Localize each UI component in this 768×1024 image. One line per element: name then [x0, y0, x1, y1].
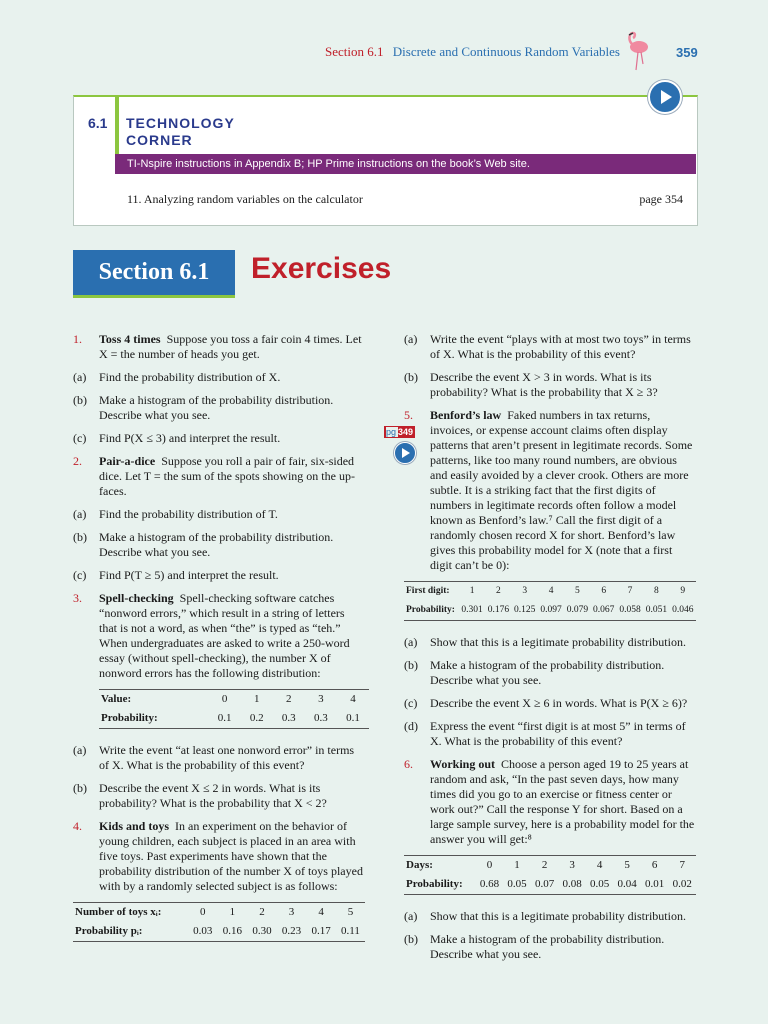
technology-corner-box: [73, 95, 698, 226]
table-cell: 0.08: [562, 878, 582, 890]
exercise-6: [404, 757, 696, 847]
table-cell: 3: [318, 693, 324, 705]
exercise-2b: [73, 530, 365, 560]
exercise-4a: [404, 332, 696, 362]
exercise-text: Faked numbers in tax returns, invoices, or expense account claims often display patterns that aren’t present in legitimate records. Some patterns, like too many round numbers, are obvious and easily avoided by a clever crook. Others are more subtle. It is a striking fact that the first digits of numbers in legitimate records often follow a model known as Benford’s law.⁷ Call the first digit of a randomly chosen record X for short. Benford’s law gives this probability model for X (note that a first digit can’t be 0):: [430, 408, 693, 572]
table-row: [99, 690, 369, 710]
part-text: Describe the event X ≥ 6 in words. What is P(X ≥ 6)?: [430, 696, 688, 710]
table-cell: 0.16: [222, 925, 242, 937]
table-row: [404, 601, 696, 621]
table-cell: 8: [654, 586, 659, 596]
distribution-table-5: [404, 581, 696, 621]
table-cell: 3: [288, 906, 295, 918]
table-row: [404, 582, 696, 602]
table-cell: 0: [486, 859, 493, 871]
exercise-title: Pair-a-dice: [99, 454, 156, 468]
tc-accent-bar: [115, 97, 119, 157]
exercise-3: [73, 591, 365, 681]
exercise-number: 5.: [404, 408, 413, 422]
table-cell: 0.301: [461, 605, 483, 615]
tc-instructions-strip: TI-Nspire instructions in Appendix B; HP Prime instructions on the book’s Web site.: [115, 154, 696, 174]
table-cell: 0.051: [645, 605, 668, 615]
exercise-number: 3.: [73, 591, 82, 605]
part-text: Make a histogram of the probability distribution. Describe what you see.: [430, 932, 665, 961]
exercises-title: Exercises: [251, 252, 392, 285]
part-label: (d): [404, 719, 418, 733]
exercise-title: Kids and toys: [99, 819, 170, 833]
table-cell: 0.3: [313, 712, 328, 724]
table-cell: 2: [259, 906, 265, 918]
table-row: [73, 922, 365, 942]
page-number: 359: [676, 45, 698, 60]
table-cell: 5: [575, 586, 580, 596]
exercise-1: [73, 332, 365, 362]
part-text: Make a histogram of the probability distribution. Describe what you see.: [430, 658, 665, 687]
exercise-text: Suppose you roll a pair of fair, six-sided dice. Let T = the sum of the spots showing on the up-faces.: [99, 454, 355, 498]
tc-number: 6.1: [88, 115, 108, 131]
table-cell: 0.1: [217, 712, 232, 724]
exercise-4: [73, 819, 365, 894]
table-cell: 0.05: [507, 878, 527, 890]
distribution-table-4: [73, 902, 365, 942]
table-cell: 2: [496, 586, 501, 596]
table-row: [73, 903, 365, 923]
table-cell: 3: [569, 859, 575, 871]
exercise-2a: [73, 507, 365, 522]
table-cell: 6: [651, 859, 658, 871]
table-cell: 0.2: [249, 712, 264, 724]
part-text: Show that this is a legitimate probability distribution.: [430, 635, 686, 649]
exercise-6a: [404, 909, 696, 924]
table-cell: 0.11: [341, 925, 360, 937]
row-header: Probability:: [406, 878, 463, 890]
table-cell: 0.067: [593, 605, 615, 615]
part-text: Show that this is a legitimate probability distribution.: [430, 909, 686, 923]
exercise-4b: [404, 370, 696, 400]
exercise-title: Spell-checking: [99, 591, 174, 605]
exercise-number: 4.: [73, 819, 82, 833]
table-cell: 4: [318, 906, 324, 918]
exercise-number: 2.: [73, 454, 82, 468]
table-cell: 0.176: [487, 605, 510, 615]
part-text: Make a histogram of the probability distribution. Describe what you see.: [99, 393, 334, 422]
part-text: Find P(X ≤ 3) and interpret the result.: [99, 431, 281, 445]
exercise-2c: [73, 568, 365, 583]
table-cell: 0.3: [281, 712, 296, 724]
exercise-title: Benford’s law: [430, 408, 502, 422]
part-label: (a): [404, 332, 418, 346]
table-cell: 0.1: [346, 712, 360, 724]
row-header: Value:: [101, 693, 132, 705]
part-text: Find the probability distribution of T.: [99, 507, 278, 521]
part-label: (a): [404, 635, 418, 649]
exercise-number: 1.: [73, 332, 82, 346]
tc-title-line1: TECHNOLOGY: [126, 115, 235, 131]
table-cell: 0.125: [514, 605, 536, 615]
table-cell: 0.058: [619, 605, 641, 615]
part-text: Write the event “at least one nonword error” in terms of X. What is the probability of this event?: [99, 743, 355, 772]
table-cell: 0.05: [589, 878, 610, 890]
exercises-section-label: Section 6.1: [73, 250, 235, 298]
page-reference-prefix: pg: [386, 427, 397, 437]
part-text: Find P(T ≥ 5) and interpret the result.: [99, 568, 279, 582]
table-cell: 7: [627, 586, 633, 596]
table-cell: 0.23: [281, 925, 302, 937]
table-cell: 9: [680, 586, 686, 596]
exercise-text: Choose a person aged 19 to 25 years at random and ask, “In the past seven days, how many times did you go to an exercise or fitness center or work out?” Call the response Y for short. Based on a large sample survey, here is a probability model for the answer you will get:⁸: [430, 757, 695, 846]
table-row: [404, 856, 696, 876]
play-icon[interactable]: [394, 442, 416, 464]
distribution-table-3: [99, 689, 369, 729]
table-cell: 4: [596, 859, 603, 871]
table-cell: 1: [514, 859, 520, 871]
header-section: Section 6.1: [325, 44, 384, 59]
play-icon[interactable]: [648, 80, 682, 114]
table-cell: 1: [229, 906, 236, 918]
part-label: (b): [73, 530, 87, 544]
tc-title: [126, 115, 235, 149]
table-cell: 0.04: [617, 878, 637, 890]
table-cell: 4: [350, 693, 356, 705]
tc-title-line2: CORNER: [126, 132, 193, 148]
exercise-5a: [404, 635, 696, 650]
part-text: Write the event “plays with at most two toys” in terms of X. What is the probability of this event?: [430, 332, 691, 361]
exercise-5c: [404, 696, 696, 711]
exercise-1b: [73, 393, 365, 423]
row-header: First digit:: [406, 586, 450, 596]
part-label: (c): [404, 696, 418, 710]
exercise-number: 6.: [404, 757, 413, 771]
part-label: (a): [73, 743, 87, 757]
table-cell: 0.046: [672, 605, 694, 615]
table-cell: 0.17: [311, 925, 331, 937]
table-cell: 0.079: [566, 605, 589, 615]
row-header: Probability:: [101, 712, 158, 724]
table-row: [99, 709, 369, 729]
table-cell: 0.07: [534, 878, 555, 890]
table-cell: 1: [253, 693, 260, 705]
tc-item-page: page 354: [639, 192, 683, 206]
part-label: (a): [404, 909, 418, 923]
exercise-5b: [404, 658, 696, 688]
left-column: [73, 332, 365, 956]
table-cell: 2: [541, 859, 548, 871]
exercise-6b: [404, 932, 696, 962]
exercise-2: [73, 454, 365, 499]
exercise-1a: [73, 370, 365, 385]
exercise-title: Toss 4 times: [99, 332, 161, 346]
part-label: (b): [404, 370, 418, 384]
part-text: Express the event “first digit is at most 5” in terms of X. What is the probability of this event?: [430, 719, 686, 748]
table-cell: 3: [522, 586, 528, 596]
row-header: Probability:: [406, 605, 455, 615]
part-text: Describe the event X ≤ 2 in words. What is its probability? What is the probability that X < 2?: [99, 781, 327, 810]
table-cell: 0.097: [540, 605, 562, 615]
table-cell: 7: [679, 859, 685, 871]
exercise-3a: [73, 743, 365, 773]
table-cell: 2: [286, 693, 292, 705]
row-header: Number of toys xᵢ:: [75, 906, 162, 918]
part-label: (c): [73, 431, 87, 445]
exercise-5d: [404, 719, 696, 749]
part-label: (b): [73, 781, 87, 795]
part-label: (b): [73, 393, 87, 407]
table-cell: 0.30: [252, 925, 272, 937]
table-cell: 0: [200, 906, 206, 918]
table-cell: 0.02: [672, 878, 692, 890]
flamingo-icon: [622, 30, 652, 72]
right-column: [404, 332, 696, 970]
table-cell: 0.03: [193, 925, 213, 937]
tc-item[interactable]: 11. Analyzing random variables on the calculator: [127, 192, 363, 206]
page-reference-number: 349: [398, 427, 414, 437]
row-header: Days:: [406, 859, 433, 871]
page-reference-tag[interactable]: [384, 426, 415, 438]
running-header: [325, 44, 620, 60]
table-cell: 4: [548, 586, 554, 596]
row-header: Probability pᵢ:: [75, 925, 143, 937]
part-text: Find the probability distribution of X.: [99, 370, 281, 384]
part-text: Describe the event X > 3 in words. What is its probability? What is the probability that X ≥ 3?: [430, 370, 658, 399]
table-cell: 6: [601, 586, 607, 596]
exercise-5: [404, 408, 696, 573]
header-title: Discrete and Continuous Random Variables: [392, 44, 620, 59]
table-cell: 1: [469, 586, 475, 596]
distribution-table-6: [404, 855, 696, 895]
exercise-text: Suppose you toss a fair coin 4 times. Let X = the number of heads you get.: [99, 332, 362, 361]
table-row: [404, 875, 696, 895]
part-label: (a): [73, 507, 87, 521]
table-cell: 5: [624, 859, 630, 871]
part-label: (c): [73, 568, 87, 582]
part-label: (b): [404, 658, 418, 672]
exercise-title: Working out: [430, 757, 496, 771]
table-cell: 5: [347, 906, 354, 918]
exercise-text: Spell-checking software catches “nonword errors,” which result in a string of letters that is not a word, as when “the” is typed as “teh.” When undergraduates are asked to write a 250-word essay (without spell-checking), the number X of nonword errors has the following distribution:: [99, 591, 350, 680]
table-cell: 0: [221, 693, 228, 705]
part-label: (b): [404, 932, 418, 946]
table-cell: 0.68: [479, 878, 500, 890]
part-label: (a): [73, 370, 87, 384]
exercise-3b: [73, 781, 365, 811]
exercise-1c: [73, 431, 365, 446]
part-text: Make a histogram of the probability distribution. Describe what you see.: [99, 530, 334, 559]
exercise-text: In an experiment on the behavior of young children, each subject is placed in an area with five toys. Past experiments have shown that the probability distribution of the number X of toys played with by a randomly selected subject is as follows:: [99, 819, 363, 893]
table-cell: 0.01: [645, 878, 665, 890]
